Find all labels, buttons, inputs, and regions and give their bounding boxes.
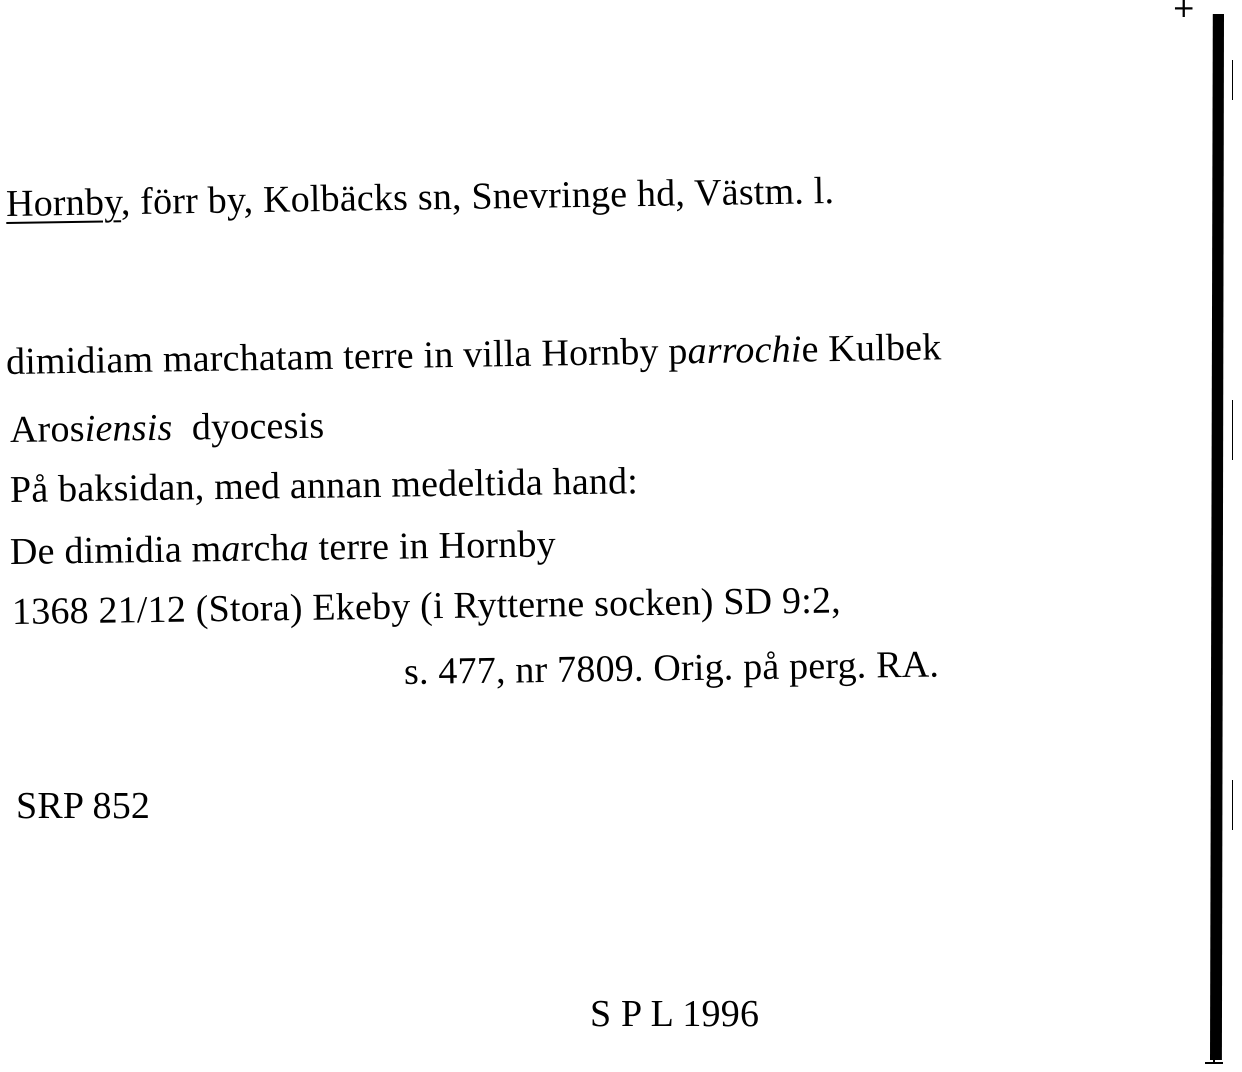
citation-expansion: iensis [84, 406, 173, 450]
citation-text: dimidiam marchatam terre in villa Hornby p [5, 330, 688, 383]
source-line-1: 1368 21/12 (Stora) Ekeby (i Rytterne socken) SD 9:2, [11, 579, 842, 633]
back-text-expansion: a [289, 526, 310, 570]
citation-text: dyocesis [172, 404, 325, 449]
back-text-part: rch [240, 527, 290, 570]
back-text [10, 522, 556, 574]
registration-tick-icon [1205, 1062, 1223, 1064]
reference: SRP 852 [16, 785, 151, 827]
back-note: På baksidan, med annan medeltida hand: [9, 460, 639, 511]
citation-line-1 [6, 325, 942, 384]
back-text-part: De dimidia m [9, 528, 222, 573]
source-line-2: s. 477, nr 7809. Orig. på perg. RA. [403, 643, 940, 693]
citation-line-2 [10, 404, 325, 452]
scan-edge-speck [1232, 780, 1233, 830]
entry-heading [6, 169, 835, 226]
scan-edge-speck [1232, 60, 1233, 100]
citation-text: e Kulbek [801, 326, 942, 371]
place-description: , förr by, Kolbäcks sn, Snevringe hd, Västm. l. [120, 169, 835, 224]
registration-cross-icon: + [1172, 0, 1196, 24]
scan-edge-speck [1232, 400, 1233, 460]
place-name: Hornby [5, 181, 122, 225]
citation-expansion: arrochi [687, 328, 802, 373]
footer-signature: S P L 1996 [590, 993, 760, 1035]
back-text-expansion: a [221, 527, 241, 571]
back-text-part: terre in Hornby [308, 523, 557, 569]
citation-text: Aros [9, 407, 85, 451]
scan-edge-bar [1210, 14, 1224, 1060]
